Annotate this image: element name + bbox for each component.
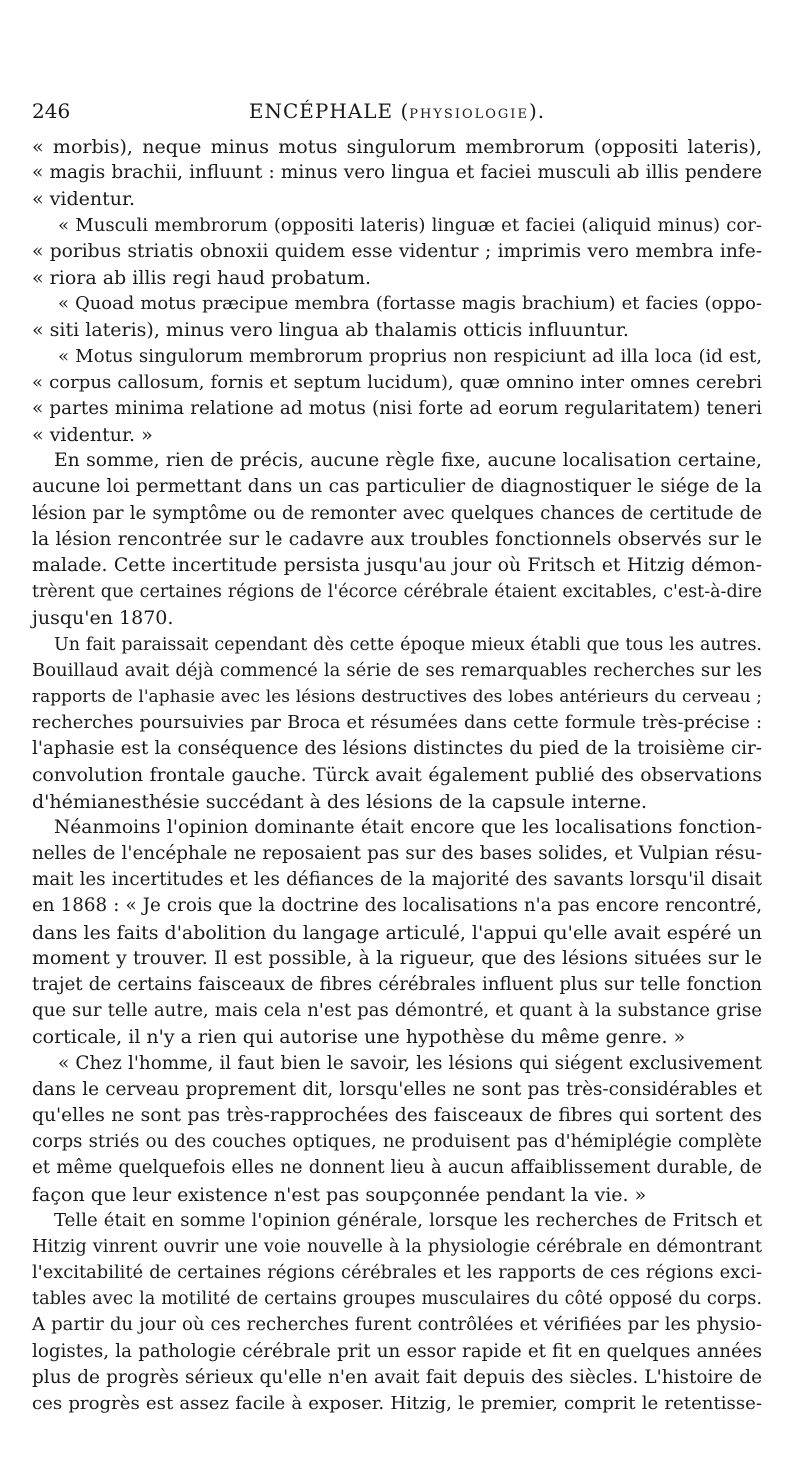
text-line: Telle était en somme l'opinion générale, lorsque les recherches de Fritsch et (54, 1209, 762, 1231)
text-line: « poribus striatis obnoxii quidem esse videntur ; imprimis vero membra infe- (32, 240, 762, 262)
text-line: la lésion rencontrée sur le cadavre aux troubles fonctionnels observés sur le (32, 528, 762, 550)
text-line: « videntur. (32, 188, 136, 211)
text-line: recherches poursuivies par Broca et résumées dans cette formule très-précise : (32, 712, 762, 734)
text-line: « siti lateris), minus vero lingua ab thalamis otticis influuntur. (32, 319, 629, 342)
text-line: « Motus singulorum membrorum proprius non respiciunt ad illa loca (id est, (58, 345, 762, 367)
text-line: l'aphasie est la conséquence des lésions distinctes du pied de la troisième cir- (32, 738, 762, 760)
text-line: dans le cerveau proprement dit, lorsqu'elles ne sont pas très-considérables et (32, 1078, 762, 1100)
text-line: Bouillaud avait déjà commencé la série de ses remarquables recherches sur les (32, 659, 762, 681)
text-line: Hitzig vinrent ouvrir une voie nouvelle à la physiologie cérébrale en démontrant (32, 1235, 762, 1257)
text-line: corps striés ou des couches optiques, ne produisent pas d'hémiplégie complète (32, 1131, 762, 1153)
text-line: « Chez l'homme, il faut bien le savoir, les lésions qui siégent exclusivement (58, 1052, 762, 1074)
text-line: d'hémianesthésie succédant à des lésions de la capsule interne. (32, 790, 648, 813)
text-line: tables avec la motilité de certains groupes musculaires du côté opposé du corps. (32, 1289, 762, 1310)
text-line: convolution frontale gauche. Türck avait également publié des observations (32, 764, 762, 786)
text-line: dans les faits d'abolition du langage articulé, l'appui qu'elle avait espéré un (32, 921, 762, 944)
running-title-main: ENCÉPHALE ( (248, 99, 410, 123)
text-line: mait les incertitudes et les défiances de la majorité des savants lorsqu'il disait (32, 869, 762, 891)
text-body (32, 134, 762, 1417)
text-line: « corpus callosum, fornis et septum lucidum), quæ omnino inter omnes cerebri (32, 371, 762, 393)
text-line: rapports de l'aphasie avec les lésions destructives des lobes antérieurs du cerveau ; (32, 686, 762, 707)
text-line: nelles de l'encéphale ne reposaient pas sur des bases solides, et Vulpian résu- (32, 843, 762, 865)
text-line: en 1868 : « Je crois que la doctrine des localisations n'a pas encore rencontré, (32, 895, 762, 917)
text-line: aucune loi permettant dans un cas particulier de diagnostiquer le siége de la (32, 476, 762, 498)
text-line: « videntur. » (32, 424, 153, 447)
text-line: logistes, la pathologie cérébrale prit un essor rapide et fit en quelques années (32, 1340, 762, 1362)
text-line: l'excitabilité de certaines régions cérébrales et les rapports de ces régions exci- (32, 1262, 762, 1284)
text-line: jusqu'en 1870. (32, 607, 174, 630)
text-line: « riora ab illis regi haud probatum. (32, 266, 372, 289)
running-title (32, 96, 762, 130)
running-title-sub: PHYSIOLOGIE (409, 107, 529, 122)
text-line: corticale, il n'y a rien qui autorise une hypothèse du même genre. » (32, 1026, 686, 1049)
text-line: En somme, rien de précis, aucune règle fixe, aucune localisation certaine, (54, 450, 762, 472)
text-line: A partir du jour où ces recherches furent contrôlées et vérifiées par les physio- (32, 1314, 762, 1336)
running-title-end: ). (528, 99, 546, 123)
text-line: façon que leur existence n'est pas soupçonnée pendant la vie. » (32, 1183, 647, 1206)
text-line: moment y trouver. Il est possible, à la rigueur, que des lésions situées sur le (32, 947, 762, 969)
text-line: qu'elles ne sont pas très-rapprochées des faisceaux de fibres qui sortent des (32, 1104, 762, 1126)
text-line: « partes minima relatione ad motus (nisi forte ad eorum regularitatem) teneri (32, 397, 762, 419)
text-line: Un fait paraissait cependant dès cette époque mieux établi que tous les autres. (54, 634, 762, 655)
text-line: « Quoad motus præcipue membra (fortasse magis brachium) et facies (oppo- (58, 293, 762, 315)
text-line: ces progrès est assez facile à exposer. Hitzig, le premier, comprit le retentisse- (32, 1393, 762, 1414)
text-line: et même quelquefois elles ne donnent lieu à aucun affaiblissement durable, de (32, 1157, 762, 1179)
text-line: « Musculi membrorum (oppositi lateris) linguæ et faciei (aliquid minus) cor- (58, 214, 762, 236)
text-line: que sur telle autre, mais cela n'est pas démontré, et quant à la substance grise (32, 1000, 762, 1022)
text-line: malade. Cette incertitude persista jusqu'au jour où Fritsch et Hitzig démon- (32, 555, 762, 576)
page-number: 246 (32, 99, 71, 123)
text-line: Néanmoins l'opinion dominante était encore que les localisations fonction- (54, 816, 762, 838)
text-line: trèrent que certaines régions de l'écorce cérébrale étaient excitables, c'est-à-dire (32, 582, 762, 603)
text-line: « magis brachii, influunt : minus vero lingua et faciei musculi ab illis pendere (32, 162, 762, 184)
text-line: lésion par le symptôme ou de remonter avec quelques chances de certitude de (32, 502, 762, 524)
text-line: trajet de certains faisceaux de fibres cérébrales influent plus sur telle fonction (32, 974, 762, 995)
text-line: « morbis), neque minus motus singulorum membrorum (oppositi lateris), (32, 136, 762, 158)
page-header (32, 96, 762, 126)
text-line: plus de progrès sérieux qu'elle n'en avait fait depuis des siècles. L'histoire de (32, 1366, 762, 1388)
